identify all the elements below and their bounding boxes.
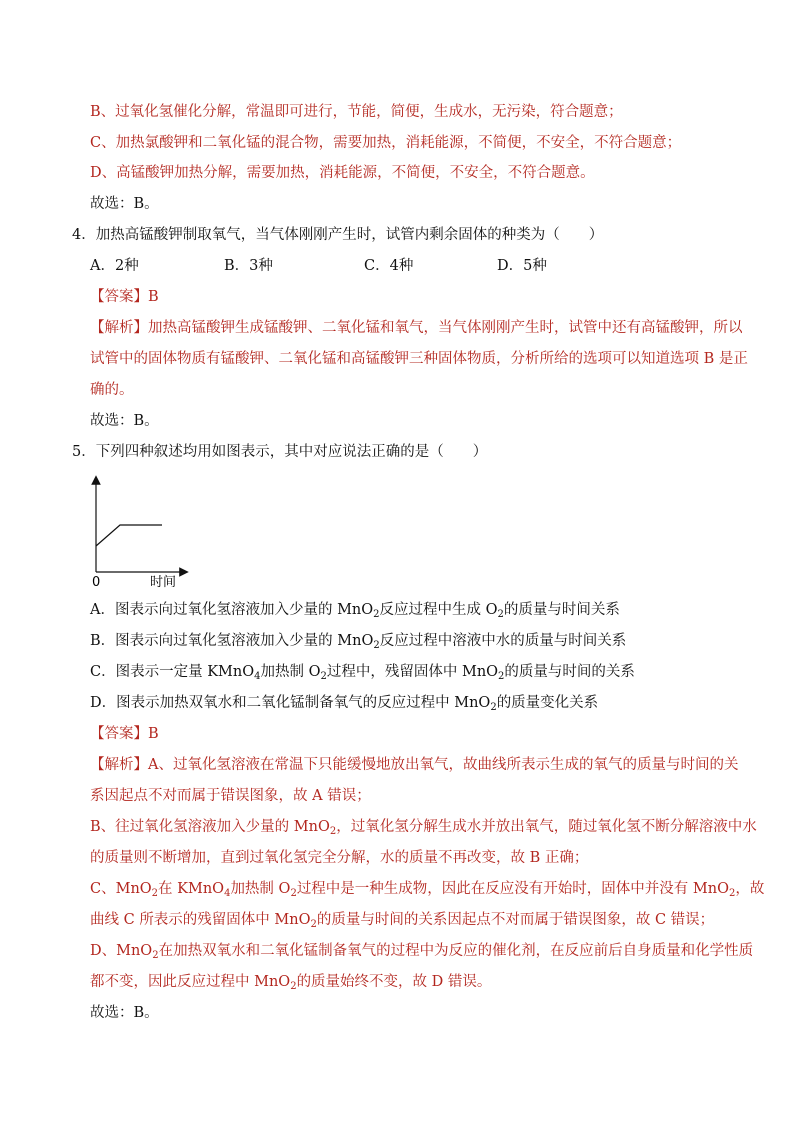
q4-option-d: D．5种 — [497, 258, 547, 274]
q5-analysis-line-7: D、MnO$_2$在加热双氧水和二氧化锰制备氧气的过程中为反应的催化剂，在反应前后自身质量和化学性质 — [90, 943, 754, 961]
q4-stem: 4．加热高锰酸钾制取氧气，当气体刚刚产生时，试管内剩余固体的种类为（ ） — [72, 227, 604, 243]
q4-answer: 【答案】B — [90, 289, 159, 305]
q5-stem: 5．下列四种叙述均用如图表示，其中对应说法正确的是（ ） — [72, 444, 488, 460]
q5-analysis-line-4: 的质量则不断增加，直到过氧化氢完全分解，水的质量不再改变，故 B 正确； — [90, 850, 589, 866]
q5-option-a: A．图表示向过氧化氢溶液加入少量的 MnO$_2$反应过程中生成 $O_2$的质量与时间关系 — [90, 602, 620, 620]
q5-conclusion: 故选：B。 — [90, 1005, 159, 1021]
graph-curve — [96, 525, 162, 546]
q4-option-b: B．3种 — [224, 258, 273, 274]
analysis-tag: 【解析】 — [90, 757, 148, 773]
q4-analysis-line-2: 试管中的固体物质有锰酸钾、二氧化锰和高锰酸钾三种固体物质，分析所给的选项可以知道选项 B 是正 — [90, 351, 748, 367]
graph-x-label: 时间 — [150, 575, 177, 590]
q4-option-c: C．4种 — [364, 258, 414, 274]
analysis-text: 加热高锰酸钾生成锰酸钾、二氧化锰和氧气，当气体刚刚产生时，试管中还有高锰酸钾，所以 — [148, 320, 743, 336]
q5-analysis-line-1: 【解析】A、过氧化氢溶液在常温下只能缓慢地放出氧气，故曲线所表示生成的氧气的质量与时间的关 — [90, 757, 739, 773]
q5-option-c: C．图表示一定量 KMnO$_4$加热制 $O_2$过程中，残留固体中 MnO$_2$的质量与时间的关系 — [90, 664, 635, 682]
q4-conclusion: 故选：B。 — [90, 413, 159, 429]
q5-answer: 【答案】B — [90, 726, 159, 742]
q5-analysis-line-3: B、往过氧化氢溶液加入少量的 MnO$_2$，过氧化氢分解生成水并放出氧气，随过氧化氢不断分解溶液中水 — [90, 819, 757, 837]
q5-analysis-line-6: 曲线 C 所表示的残留固体中 MnO$_2$的质量与时间的关系因起点不对而属于错误图象，故 C 错误； — [90, 912, 715, 930]
q5-analysis-line-8: 都不变，因此反应过程中 MnO$_2$的质量始终不变，故 D 错误。 — [90, 974, 492, 992]
q3-conclusion: 故选：B。 — [90, 196, 159, 212]
q5-analysis-line-2: 系因起点不对而属于错误图象，故 A 错误； — [90, 788, 371, 804]
q5-graph — [84, 472, 194, 590]
analysis-line-c: C、加热氯酸钾和二氧化锰的混合物，需要加热，消耗能源，不简便，不安全，不符合题意； — [90, 135, 682, 151]
graph-origin-label: 0 — [92, 575, 101, 590]
q4-analysis-line-3: 确的。 — [90, 382, 134, 398]
q5-analysis-line-5: C、MnO$_2$在 KMnO$_4$加热制 $O_2$过程中是一种生成物，因此在反应没有开始时，固体中并没有 MnO$_2$，故 — [90, 881, 765, 899]
q4-option-a: A．2种 — [90, 258, 139, 274]
q4-analysis-line-1 — [90, 318, 743, 338]
q5-option-d: D．图表示加热双氧水和二氧化锰制备氧气的反应过程中 MnO$_2$的质量变化关系 — [90, 695, 599, 713]
analysis-line-d: D、高锰酸钾加热分解，需要加热，消耗能源，不简便，不安全，不符合题意。 — [90, 165, 595, 181]
analysis-line-b: B、过氧化氢催化分解，常温即可进行，节能，简便，生成水，无污染，符合题意； — [90, 104, 623, 120]
q5-option-b: B．图表示向过氧化氢溶液加入少量的 MnO$_2$反应过程中溶液中水的质量与时间关系 — [90, 633, 627, 651]
analysis-tag: 【解析】 — [90, 320, 148, 336]
